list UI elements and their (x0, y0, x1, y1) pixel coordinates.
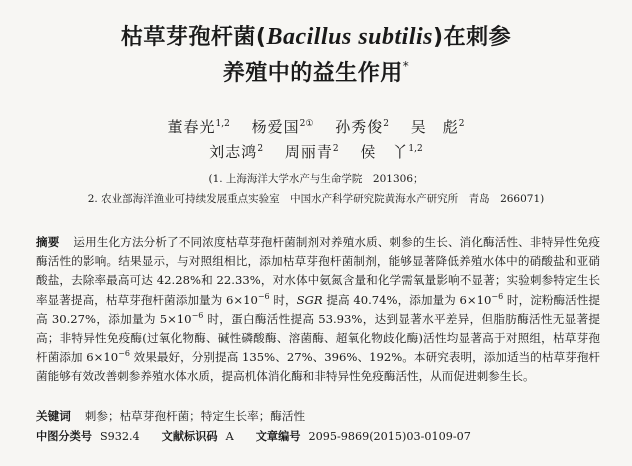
clc-label: 中图分类号 (36, 430, 92, 443)
author-affil-mark: 2① (299, 119, 314, 129)
author-name: 侯 丫 (360, 143, 409, 161)
author (335, 118, 389, 136)
abstract-sgr-term: SGR (296, 292, 323, 307)
title-suffix: )在刺参 (433, 25, 512, 50)
author (209, 143, 263, 161)
exponent: −6 (118, 349, 130, 359)
author-row-2 (0, 141, 632, 162)
author-affil-mark: 2 (458, 119, 465, 129)
paper-title-line-2 (0, 56, 632, 87)
author (411, 118, 465, 136)
doc-code-label: 文献标识码 (161, 430, 218, 443)
title-latin-italic: Bacillus subtilis (266, 24, 434, 50)
author-name: 杨爱国 (251, 118, 300, 136)
doc-code-value: A (225, 430, 234, 443)
exponent: −6 (257, 291, 270, 301)
affiliation-2: 2. 农业部海洋渔业可持续发展重点实验室 中国水产科学研究院黄海水产研究所 青岛 266071) (87, 193, 545, 205)
author-affil-mark: 2 (332, 144, 339, 154)
clc-value: S932.4 (99, 430, 140, 443)
author (168, 118, 230, 136)
keywords-label: 关键词 (36, 409, 71, 423)
abstract-label: 摘要 (36, 235, 60, 249)
author-affil-mark: 2 (257, 144, 264, 154)
author-name: 刘志鸿 (209, 143, 258, 161)
abstract-text: 时， (269, 292, 297, 307)
abstract-text: 提高 40.74%，添加量为 6×10 (322, 292, 492, 307)
paper-title-line-1 (0, 20, 632, 51)
exponent: −6 (191, 310, 204, 320)
classification-line (36, 428, 600, 444)
abstract-text: 时，淀粉酶活性提高 30.27%，添加量为 5×10 (36, 292, 601, 326)
title-line-2-text: 养殖中的益生作用 (222, 61, 403, 86)
author-name: 周丽青 (284, 143, 333, 161)
author (252, 118, 314, 136)
title-footnote-mark: * (402, 59, 410, 73)
article-number-value: 2095-9869(2015)03-0109-07 (308, 430, 471, 443)
author-name: 孙秀俊 (335, 118, 384, 136)
author-affil-mark: 1,2 (408, 144, 423, 154)
author-row-1 (0, 116, 632, 137)
affiliation-1: (1. 上海海洋大学水产与生命学院 201306； (208, 173, 424, 185)
keywords-text: 刺参；枯草芽孢杆菌；特定生长率；酶活性 (84, 409, 306, 423)
author (285, 143, 339, 161)
author-affil-mark: 2 (383, 119, 389, 129)
abstract-text: 运用生化方法分析了不同浓度枯草芽孢杆菌制剂对养殖水质、刺参的生长、消化酶活性、非特异性免疫酶活性的影响。结果显示，与对照组相比，添加枯草芽孢杆菌制剂，能够显著降低养殖水体中的硝酸盐和亚硝酸盐，去除率最高可达 42.28%和 22.33%，对水体中氨氮含量和化学需氧量影响不显著；实验刺参特定生长率显著提高，枯草芽孢杆菌添加量为 6×10 (36, 235, 600, 307)
keywords (36, 408, 600, 424)
abstract-text: 效果最好，分别提高 135%、27%、396%、192%。本研究表明，添加适当的枯草芽孢杆菌能够有效改善刺参养殖水体水质，提高机体消化酶和非特异性免疫酶活性，从而促进刺参生长。 (36, 350, 601, 384)
abstract-text: 时，蛋白酶活性提高 53.93%，达到显著水平差异，但脂肪酶活性无显著提高；非特异性免疫酶(过氧化物酶、碱性磷酸酶、溶菌酶、超氧化物歧化酶)活性均显著高于对照组，枯草芽孢杆菌添加 6×10 (36, 311, 600, 365)
title-prefix: 枯草芽孢杆菌( (120, 25, 267, 50)
abstract (36, 233, 600, 387)
author-name: 董春光 (167, 118, 216, 136)
author (360, 143, 422, 161)
article-number-label: 文章编号 (255, 430, 301, 443)
exponent: −6 (491, 291, 504, 301)
title-latin-name (266, 24, 433, 50)
author-name: 吴 彪 (410, 118, 459, 136)
author-affil-mark: 1,2 (215, 119, 230, 129)
